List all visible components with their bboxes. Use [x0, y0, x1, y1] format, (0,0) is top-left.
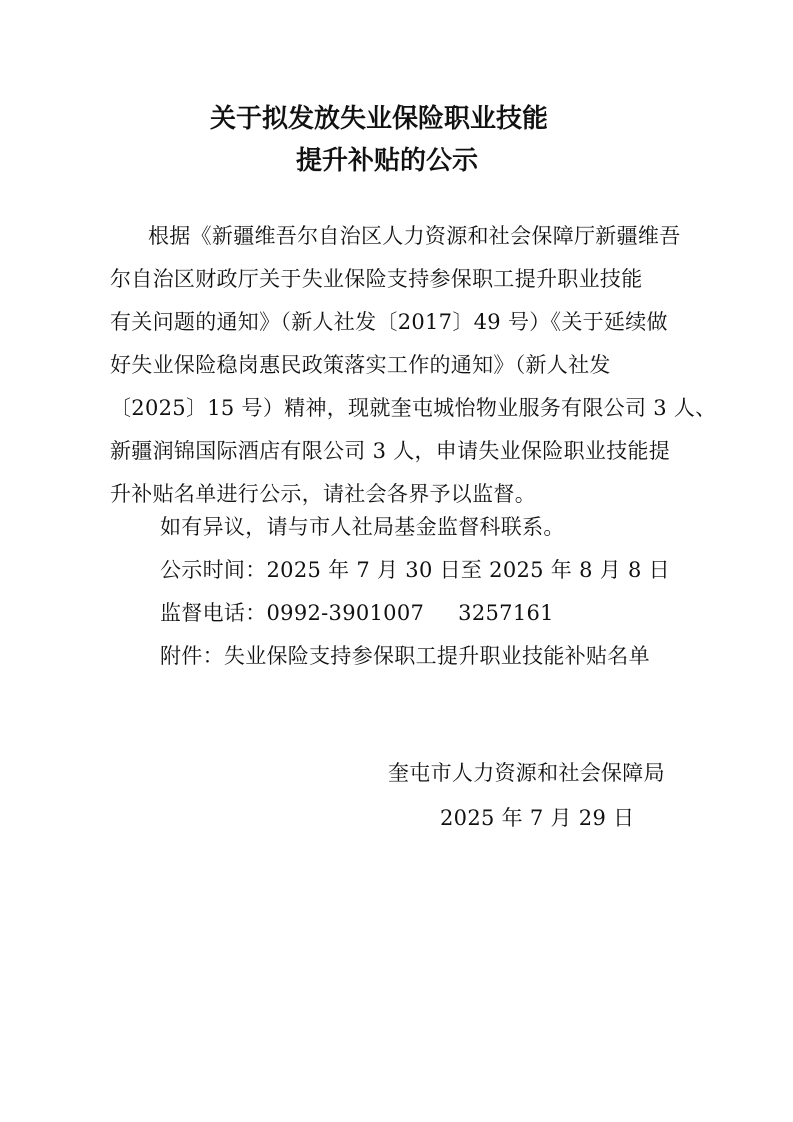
- paragraph-line: 新疆润锦国际酒店有限公司 3 人，申请失业保险职业技能提: [110, 439, 671, 463]
- paragraph-line: 有关问题的通知》（新人社发〔2017〕49 号）《关于延续做: [110, 310, 668, 334]
- issue-date: 2025 年 7 月 29 日: [440, 806, 635, 830]
- issuing-authority: 奎屯市人力资源和社会保障局: [388, 761, 665, 785]
- attachment-line: 附件：失业保险支持参保职工提升职业技能补贴名单: [160, 644, 650, 668]
- paragraph-line: 根据《新疆维吾尔自治区人力资源和社会保障厅新疆维吾: [148, 224, 681, 248]
- publication-time: 公示时间：2025 年 7 月 30 日至 2025 年 8 月 8 日: [160, 558, 670, 582]
- phone-primary: 监督电话：0992-3901007: [160, 601, 425, 625]
- paragraph-line: 尔自治区财政厅关于失业保险支持参保职工提升职业技能: [110, 267, 643, 291]
- paragraph-line: 升补贴名单进行公示，请社会各界予以监督。: [110, 482, 536, 506]
- supervision-phone: [160, 592, 554, 635]
- phone-secondary: 3257161: [458, 601, 554, 625]
- document-title-line-1: 关于拟发放失业保险职业技能: [210, 104, 549, 134]
- document-title-line-2: 提升补贴的公示: [296, 146, 479, 176]
- paragraph-line: 好失业保险稳岗惠民政策落实工作的通知》（新人社发: [110, 353, 611, 377]
- objection-note: 如有异议，请与市人社局基金监督科联系。: [160, 515, 565, 539]
- paragraph-line: 〔2025〕15 号）精神，现就奎屯城怡物业服务有限公司 3 人、: [110, 396, 717, 420]
